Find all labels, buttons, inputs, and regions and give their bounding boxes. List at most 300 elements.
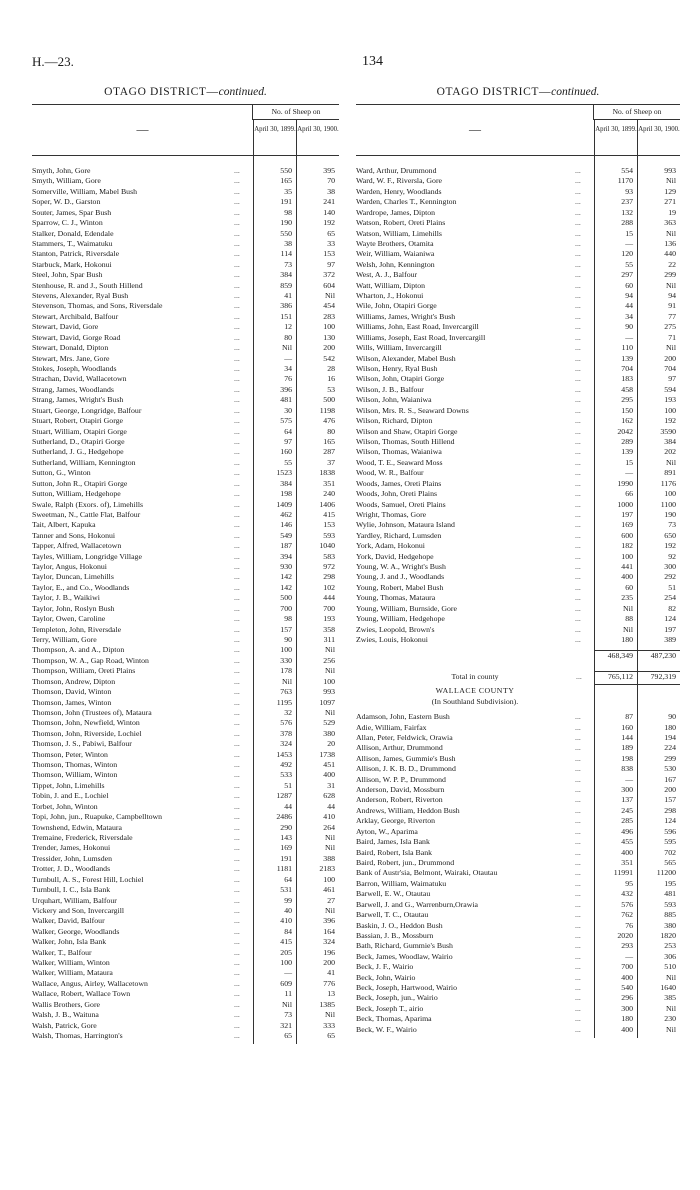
owner-name: Ayton, W., Aparima — [356, 826, 418, 836]
owner-name: West, A. J., Balfour — [356, 270, 418, 280]
subtotal-row — [356, 651, 680, 661]
table-row — [32, 437, 339, 447]
sheep-count-1900: 292 — [664, 572, 676, 582]
sheep-count-1899: 64 — [284, 426, 292, 436]
sheep-count-1900: 195 — [664, 878, 676, 888]
leader-dots: ... — [234, 697, 240, 707]
sheep-count-1899: 178 — [280, 666, 292, 676]
sheep-count-1899: 762 — [621, 910, 633, 920]
owner-name: Young, J. and J., Woodlands — [356, 572, 445, 582]
owner-name: Wilson, Richard, Dipton — [356, 416, 433, 426]
leader-dots: ... — [575, 614, 581, 624]
owner-name: Young, Thomas, Mataura — [356, 593, 436, 603]
subtotal-1899: 468,349 — [607, 651, 633, 661]
sheep-count-1900: 190 — [664, 509, 676, 519]
sheep-count-1900: 454 — [323, 301, 335, 311]
sheep-count-1899: 144 — [621, 732, 633, 742]
owner-name: Tressider, John, Lumsden — [32, 853, 112, 863]
table-row — [32, 1021, 339, 1031]
leader-dots: ... — [575, 176, 581, 186]
sheep-count-1900: 351 — [323, 478, 335, 488]
sheep-count-1899: 384 — [280, 270, 292, 280]
owner-name: Thomson, James, Winton — [32, 697, 112, 707]
owner-name: Andrews, William, Heddon Bush — [356, 805, 460, 815]
table-row — [356, 962, 680, 972]
owner-name: Beck, Joseph, jun., Wairio — [356, 993, 438, 1003]
sheep-count-1900: 124 — [664, 816, 676, 826]
sheep-owner-list — [356, 166, 680, 1035]
leader-dots: ... — [234, 614, 240, 624]
leader-dots: ... — [575, 405, 581, 415]
table-row — [32, 416, 339, 426]
sheep-count-1900: 253 — [664, 941, 676, 951]
owner-name: Tait, Albert, Kapuka — [32, 520, 96, 530]
owner-name: Bassian, J. B., Mossburn — [356, 930, 434, 940]
sheep-count-1899: 187 — [280, 541, 292, 551]
leader-dots: ... — [575, 509, 581, 519]
leader-dots: ... — [234, 197, 240, 207]
sheep-count-1900: 299 — [664, 753, 676, 763]
owner-name: Tanner and Sons, Hokonui — [32, 530, 116, 540]
sheep-count-1899: 330 — [280, 655, 292, 665]
sheep-count-1899: 455 — [621, 837, 633, 847]
sheep-count-1900: 385 — [664, 993, 676, 1003]
leader-dots: ... — [575, 322, 581, 332]
leader-dots: ... — [234, 864, 240, 874]
owner-name: Wilson, Thomas, Waianiwa — [356, 447, 442, 457]
table-row — [32, 301, 339, 311]
leader-dots: ... — [234, 874, 240, 884]
table-row — [32, 458, 339, 468]
sheep-count-1900: 194 — [664, 732, 676, 742]
table-row — [356, 921, 680, 931]
sheep-count-1900: 298 — [323, 572, 335, 582]
sheep-count-1899: 114 — [280, 249, 292, 259]
sheep-count-1900: 202 — [664, 447, 676, 457]
sheep-count-1900: 27 — [327, 895, 335, 905]
sheep-count-1900: 891 — [664, 468, 676, 478]
table-row — [356, 322, 680, 332]
sheep-count-1900: 529 — [323, 718, 335, 728]
sheep-count-1899: 98 — [284, 207, 292, 217]
sheep-count-1900: Nil — [325, 707, 335, 717]
sheep-count-1900: 164 — [323, 926, 335, 936]
sheep-count-1899: 180 — [621, 634, 633, 644]
sheep-count-1899: 396 — [280, 384, 292, 394]
owner-name: Warden, Charles T., Kennington — [356, 197, 457, 207]
table-row — [356, 260, 680, 270]
table-row — [356, 406, 680, 416]
sheep-count-1900: 384 — [664, 436, 676, 446]
sheep-count-1899: 1287 — [276, 791, 292, 801]
owner-name: Stevens, Alexander, Ryal Bush — [32, 291, 129, 301]
sheep-count-1899: 150 — [621, 405, 633, 415]
table-row — [32, 833, 339, 843]
sheep-count-1900: 595 — [664, 837, 676, 847]
sheep-count-1899: 492 — [280, 760, 292, 770]
sheep-count-1899: 93 — [625, 186, 633, 196]
sheep-count-1899: 415 — [280, 937, 292, 947]
leader-dots: ... — [575, 972, 581, 982]
sheep-count-1899: 300 — [621, 785, 633, 795]
sheep-count-1899: 160 — [621, 722, 633, 732]
sheep-count-1900: 92 — [668, 551, 676, 561]
owner-name: Somerville, William, Mabel Bush — [32, 186, 138, 196]
owner-name: Vickery and Son, Invercargill — [32, 905, 125, 915]
table-row — [32, 875, 339, 885]
sheep-count-1900: 372 — [323, 270, 335, 280]
sheep-count-1899: 549 — [280, 530, 292, 540]
table-header — [356, 104, 680, 156]
leader-dots: ... — [575, 499, 581, 509]
table-row — [356, 416, 680, 426]
sheep-count-1899: 169 — [280, 843, 292, 853]
table-row — [356, 889, 680, 899]
sheep-count-1899: 245 — [621, 805, 633, 815]
sheep-count-1900: 196 — [323, 947, 335, 957]
leader-dots: ... — [234, 843, 240, 853]
sheep-count-1899: 531 — [280, 885, 292, 895]
owner-name: Wilson, J. B., Balfour — [356, 384, 424, 394]
leader-dots: ... — [575, 353, 581, 363]
table-row — [32, 583, 339, 593]
leader-dots: ... — [575, 186, 581, 196]
leader-dots: ... — [234, 541, 240, 551]
table-row — [356, 208, 680, 218]
leader-dots: ... — [234, 1031, 240, 1041]
owner-name: Walker, T., Balfour — [32, 947, 92, 957]
owner-name: Welsh, John, Kennington — [356, 259, 435, 269]
leader-dots: ... — [234, 603, 240, 613]
owner-name: Templeton, John, Riversdale — [32, 624, 122, 634]
table-row — [356, 858, 680, 868]
sheep-count-1899: 400 — [621, 1024, 633, 1034]
leader-dots: ... — [234, 186, 240, 196]
owner-name: Thomson, Andrew, Dipton — [32, 676, 116, 686]
sheep-count-1899: 575 — [280, 416, 292, 426]
table-row — [32, 729, 339, 739]
sheep-count-1900: 136 — [664, 238, 676, 248]
owner-name: Stewart, David, Gore — [32, 322, 99, 332]
sheep-count-1900: 542 — [323, 353, 335, 363]
sheep-count-1899: 400 — [621, 972, 633, 982]
leader-dots: ... — [234, 447, 240, 457]
sheep-count-1899: 12 — [284, 322, 292, 332]
sheep-count-1899: 300 — [621, 1003, 633, 1013]
sheep-count-1899: 285 — [621, 816, 633, 826]
leader-dots: ... — [234, 582, 240, 592]
table-row — [356, 427, 680, 437]
sheep-count-1899: 838 — [621, 764, 633, 774]
owner-name: Taylor, John, Roslyn Bush — [32, 603, 115, 613]
owner-name: Sutherland, D., Otapiri Gorge — [32, 436, 125, 446]
table-row — [32, 249, 339, 259]
owner-name: Stenhouse, R. and J., South Hillend — [32, 280, 143, 290]
owner-name: Woods, James, Oreti Plains — [356, 478, 442, 488]
sheep-count-1900: Nil — [666, 228, 676, 238]
sheep-count-1900: 33 — [327, 238, 335, 248]
sheep-count-1899: 99 — [284, 895, 292, 905]
leader-dots: ... — [575, 426, 581, 436]
table-row — [356, 795, 680, 805]
sheep-count-1900: 702 — [664, 847, 676, 857]
table-row — [356, 364, 680, 374]
owner-name: Wardrope, James, Dipton — [356, 207, 436, 217]
sheep-count-1900: 3590 — [660, 426, 676, 436]
leader-dots: ... — [234, 833, 240, 842]
sheep-count-1900: 776 — [323, 978, 335, 988]
column-rule — [253, 154, 254, 1044]
sheep-count-1899: 576 — [621, 899, 633, 909]
leader-dots: ... — [575, 764, 581, 774]
owner-name: Terry, William, Gore — [32, 634, 97, 644]
sheep-count-1900: 1198 — [319, 405, 335, 415]
table-row — [32, 427, 339, 437]
sheep-count-1899: 198 — [280, 489, 292, 499]
table-row — [32, 927, 339, 937]
sheep-count-1900: 1820 — [660, 930, 676, 940]
owner-name: Smyth, John, Gore — [32, 166, 91, 175]
owner-name: Thomson, Thomas, Winton — [32, 760, 118, 770]
owner-name: Strang, James, Woodlands — [32, 384, 114, 394]
sheep-count-1899: 297 — [621, 270, 633, 280]
owner-name: Wilson, John, Otapiri Gorge — [356, 374, 445, 384]
sheep-count-1900: 415 — [323, 509, 335, 519]
leader-dots: ... — [575, 489, 581, 499]
sheep-count-1899: 162 — [621, 416, 633, 426]
leader-dots: ... — [575, 732, 581, 742]
sheep-count-1900: Nil — [666, 176, 676, 186]
sheep-count-1899: 151 — [280, 311, 292, 321]
sheep-count-1900: 193 — [323, 614, 335, 624]
sheep-count-1900: Nil — [325, 645, 335, 655]
sheep-count-1899: 1990 — [617, 478, 633, 488]
sheep-count-1900: 19 — [668, 207, 676, 217]
table-row — [32, 604, 339, 614]
sheep-count-1900: Nil — [325, 291, 335, 301]
owner-name: Thompson, A. and A., Dipton — [32, 645, 125, 655]
leader-dots: ... — [234, 822, 240, 832]
leader-dots: ... — [575, 889, 581, 899]
table-row — [356, 395, 680, 405]
sheep-count-1899: 38 — [284, 238, 292, 248]
table-row — [32, 197, 339, 207]
total-1899: 765,112 — [607, 671, 633, 681]
leader-dots: ... — [575, 910, 581, 920]
sheep-count-1900: 275 — [664, 322, 676, 332]
sheep-count-1900: 2183 — [319, 864, 335, 874]
table-row — [356, 775, 680, 785]
owner-name: Wylie, Johnson, Mataura Island — [356, 520, 455, 530]
leader-dots: ... — [575, 816, 581, 826]
sheep-count-1900: 271 — [664, 197, 676, 207]
leader-dots: ... — [234, 666, 240, 676]
leader-dots: ... — [575, 753, 581, 763]
leader-dots: ... — [234, 468, 240, 478]
leader-dots: ... — [575, 259, 581, 269]
sheep-count-1900: 91 — [668, 301, 676, 311]
owner-name: Beck, James, Woodlaw, Wairio — [356, 951, 453, 961]
owner-name: Strang, James, Wright's Bush — [32, 395, 124, 405]
leader-dots: ... — [234, 176, 240, 186]
leader-dots: ... — [575, 228, 581, 238]
sheep-count-1900: 298 — [664, 805, 676, 815]
owner-name: Weir, William, Waianiwa — [356, 249, 435, 259]
owner-name: Wilson, Alexander, Mabel Bush — [356, 353, 456, 363]
table-row — [32, 968, 339, 978]
table-row — [356, 993, 680, 1003]
sheep-count-1900: 358 — [323, 624, 335, 634]
sheep-count-1899: 94 — [625, 291, 633, 301]
sheep-count-1900: 22 — [668, 259, 676, 269]
owner-name: Stewart, Mrs. Jane, Gore — [32, 353, 110, 363]
sheep-count-1900: 264 — [323, 822, 335, 832]
table-row — [356, 743, 680, 753]
sheep-count-1900: 594 — [664, 384, 676, 394]
sheep-count-1899: 95 — [625, 878, 633, 888]
owner-name: Wilson, Henry, Ryal Bush — [356, 364, 438, 374]
sheep-count-1899: 160 — [280, 447, 292, 457]
owner-name: York, Adam, Hokonui — [356, 541, 425, 551]
sheep-count-1899: 576 — [280, 718, 292, 728]
sheep-count-1899: 293 — [621, 941, 633, 951]
sheep-count-1899: 458 — [621, 384, 633, 394]
leader-dots: ... — [575, 270, 581, 280]
sheep-count-1899: 190 — [280, 218, 292, 228]
owner-name: Tremaine, Frederick, Riversdale — [32, 833, 133, 842]
owner-name: Urquhart, William, Balfour — [32, 895, 117, 905]
leader-dots: ... — [575, 572, 581, 582]
owner-name: York, David, Hedgehope — [356, 551, 434, 561]
sheep-count-1900: Nil — [325, 666, 335, 676]
sheep-count-1900: 500 — [323, 395, 335, 405]
table-row — [32, 906, 339, 916]
sheep-count-1899: 142 — [280, 582, 292, 592]
leader-dots: ... — [575, 166, 581, 175]
sheep-count-1899: 1523 — [276, 468, 292, 478]
sheep-count-1899: 98 — [284, 614, 292, 624]
leader-dots: ... — [234, 416, 240, 426]
leader-dots: ... — [234, 947, 240, 957]
sheep-count-1899: 2042 — [617, 426, 633, 436]
leader-dots: ... — [234, 228, 240, 238]
table-row — [32, 760, 339, 770]
owner-name: Sparrow, C. J., Winton — [32, 218, 103, 228]
sheep-count-1899: Nil — [282, 999, 292, 1009]
leader-dots: ... — [234, 1010, 240, 1020]
leader-dots: ... — [234, 270, 240, 280]
table-row — [32, 635, 339, 645]
leader-dots: ... — [234, 916, 240, 926]
leader-dots: ... — [234, 770, 240, 780]
table-row — [356, 910, 680, 920]
table-row — [356, 572, 680, 582]
sheep-count-1900: 885 — [664, 910, 676, 920]
sheep-count-1899: 30 — [284, 405, 292, 415]
table-row — [32, 489, 339, 499]
sheep-count-1899: — — [625, 951, 633, 961]
owner-name: Stuart, Robert, Otapiri Gorge — [32, 416, 124, 426]
sheep-count-1900: 1406 — [319, 499, 335, 509]
sheep-count-1900: 41 — [327, 968, 335, 978]
table-row — [356, 973, 680, 983]
leader-dots: ... — [234, 384, 240, 394]
leader-dots: ... — [575, 712, 581, 722]
owner-name: Wharton, J., Hokonui — [356, 291, 424, 301]
owner-name: Walker, George, Woodlands — [32, 926, 120, 936]
sheep-count-1899: 51 — [284, 780, 292, 790]
sheep-count-header: No. of Sheep on — [252, 105, 339, 120]
sheep-count-1900: 100 — [323, 676, 335, 686]
owner-name: Tobin, J. and E., Lochiel — [32, 791, 109, 801]
leader-dots: ... — [234, 749, 240, 759]
table-row — [356, 343, 680, 353]
sheep-count-1899: 441 — [621, 562, 633, 572]
owner-name: Young, W. A., Wright's Bush — [356, 562, 446, 572]
owner-name: Thomson, J. S., Pabiwi, Balfour — [32, 739, 132, 749]
table-row — [356, 552, 680, 562]
table-row — [356, 270, 680, 280]
sheep-count-1900: 80 — [327, 426, 335, 436]
table-row — [32, 864, 339, 874]
owner-name: Strachan, David, Wallacetown — [32, 374, 127, 384]
owner-name: Anderson, David, Mossburn — [356, 785, 445, 795]
table-row — [32, 572, 339, 582]
owner-name: Baird, James, Isla Bank — [356, 837, 430, 847]
sheep-count-1899: 191 — [280, 853, 292, 863]
table-row — [32, 687, 339, 697]
owner-name: Bath, Richard, Gummie's Bush — [356, 941, 453, 951]
owner-name: Zwies, Leopold, Brown's — [356, 624, 435, 634]
leader-dots: ... — [234, 280, 240, 290]
table-row — [356, 520, 680, 530]
table-row — [32, 552, 339, 562]
leader-dots: ... — [234, 958, 240, 968]
leader-dots: ... — [234, 436, 240, 446]
sheep-count-1899: 394 — [280, 551, 292, 561]
table-row — [356, 385, 680, 395]
sheep-count-1899: 183 — [621, 374, 633, 384]
table-row — [356, 806, 680, 816]
sheep-count-1900: 192 — [664, 541, 676, 551]
owner-name: Stammers, T., Waimatuku — [32, 238, 113, 248]
owner-name: Young, Robert, Mabel Bush — [356, 582, 444, 592]
leader-dots: ... — [575, 983, 581, 993]
leader-dots: ... — [575, 301, 581, 311]
leader-dots: ... — [575, 249, 581, 259]
leader-dots: ... — [575, 920, 581, 930]
table-row — [356, 312, 680, 322]
leader-dots: ... — [234, 1020, 240, 1030]
leader-dots: ... — [234, 551, 240, 561]
leader-dots: ... — [234, 853, 240, 863]
sheep-count-1899: 87 — [625, 712, 633, 722]
owner-name: Thompson, William, Oreti Plains — [32, 666, 136, 676]
table-row — [356, 848, 680, 858]
leader-dots: ... — [575, 436, 581, 446]
owner-name: Barron, William, Waimatuku — [356, 878, 447, 888]
leader-dots: ... — [234, 332, 240, 342]
table-row — [32, 677, 339, 687]
owner-name: Wallace, Robert, Wallace Town — [32, 989, 131, 999]
table-row — [32, 333, 339, 343]
sheep-count-1900: 299 — [664, 270, 676, 280]
owner-name: Young, William, Hedgehope — [356, 614, 445, 624]
owner-name: Thomson, John, Newfield, Winton — [32, 718, 140, 728]
sheep-count-1899: 930 — [280, 562, 292, 572]
total-label: Total in county — [451, 671, 499, 681]
table-row — [32, 812, 339, 822]
